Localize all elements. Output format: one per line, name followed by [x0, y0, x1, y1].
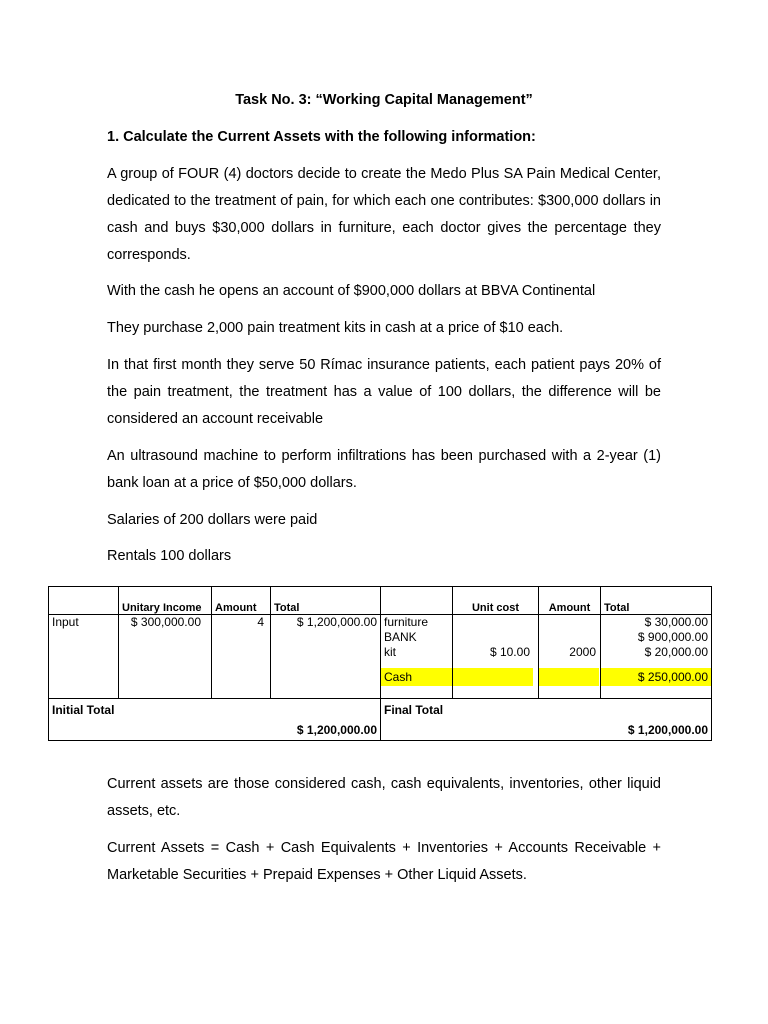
cash-amount-highlight — [539, 668, 599, 686]
header-cell — [49, 587, 119, 615]
item-unit-costs — [453, 615, 539, 699]
item-unit-cost-bank — [456, 630, 530, 645]
paragraph-bank-account: With the cash he opens an account of $900,000 dollars at BBVA Continental — [107, 283, 596, 299]
table-body-row — [49, 615, 712, 699]
paragraph-kits: They purchase 2,000 pain treatment kits in cash at a price of $10 each. — [107, 320, 564, 336]
header-unit-cost: Unit cost — [453, 587, 539, 615]
paragraph-current-assets-formula: Current Assets = Cash + Cash Equivalents + Inventories + Accounts Receivable + Marketable Securities + Prepaid Expenses + Other Liquid Assets. — [107, 840, 661, 883]
table-header-row — [49, 587, 712, 615]
input-amount: 4 — [212, 615, 271, 699]
item-amount-furniture — [542, 615, 596, 630]
cash-unit-cost-highlight — [453, 668, 533, 686]
paragraph-patients: In that first month they serve 50 Rímac insurance patients, each patient pays 20% of the pain treatment, the treatment has a value of 100 dollars, the difference will be considered an account receivable — [107, 357, 661, 427]
item-amount-bank — [542, 630, 596, 645]
header-total: Total — [271, 587, 381, 615]
item-unit-cost-furniture — [456, 615, 530, 630]
item-total-bank: $ 900,000.00 — [637, 630, 708, 644]
item-label-kit: kit — [384, 645, 396, 659]
item-total-kit: $ 20,000.00 — [644, 645, 708, 659]
final-total-cell — [381, 699, 712, 741]
item-amounts — [539, 615, 601, 699]
final-total-value: $ 1,200,000.00 — [627, 723, 708, 737]
header-total-right: Total — [601, 587, 712, 615]
input-label: Input — [49, 615, 119, 699]
input-total: $ 1,200,000.00 — [271, 615, 381, 699]
task-title: Task No. 3: “Working Capital Management” — [235, 92, 533, 108]
paragraph-current-assets-definition: Current assets are those considered cash, cash equivalents, inventories, other liquid assets, etc. — [107, 776, 661, 819]
item-label-furniture: furniture — [384, 615, 429, 629]
item-labels — [381, 615, 453, 699]
item-label-bank: BANK — [384, 630, 417, 644]
paragraph-rentals: Rentals 100 dollars — [107, 548, 232, 564]
item-totals — [601, 615, 712, 699]
header-cell — [381, 587, 453, 615]
capital-table — [48, 586, 712, 741]
section-heading: 1. Calculate the Current Assets with the following information: — [107, 129, 536, 145]
item-amount-kit: 2000 — [569, 645, 596, 659]
input-unitary-income: $ 300,000.00 — [119, 615, 212, 699]
header-amount: Amount — [212, 587, 271, 615]
initial-total-value: $ 1,200,000.00 — [296, 723, 377, 737]
paragraph-doctors: A group of FOUR (4) doctors decide to create the Medo Plus SA Pain Medical Center, dedicated to the treatment of pain, for which each one contributes: $300,000 dollars in cash and buys $30,000 dollars in furniture, each doctor gives the percentage they corresponds. — [107, 166, 661, 263]
final-total-label: Final Total — [384, 703, 444, 717]
header-unitary-income: Unitary Income — [119, 587, 212, 615]
cash-label: Cash — [381, 668, 452, 686]
item-unit-cost-kit: $ 10.00 — [489, 645, 530, 659]
initial-total-cell — [49, 699, 381, 741]
initial-total-label: Initial Total — [52, 703, 115, 717]
cash-total: $ 250,000.00 — [601, 668, 711, 686]
paragraph-salaries: Salaries of 200 dollars were paid — [107, 512, 318, 528]
header-amount-right: Amount — [539, 587, 601, 615]
paragraph-ultrasound: An ultrasound machine to perform infiltrations has been purchased with a 2-year (1) bank loan at a price of $50,000 dollars. — [107, 448, 661, 491]
item-total-furniture: $ 30,000.00 — [644, 615, 708, 629]
table-total-row — [49, 699, 712, 741]
